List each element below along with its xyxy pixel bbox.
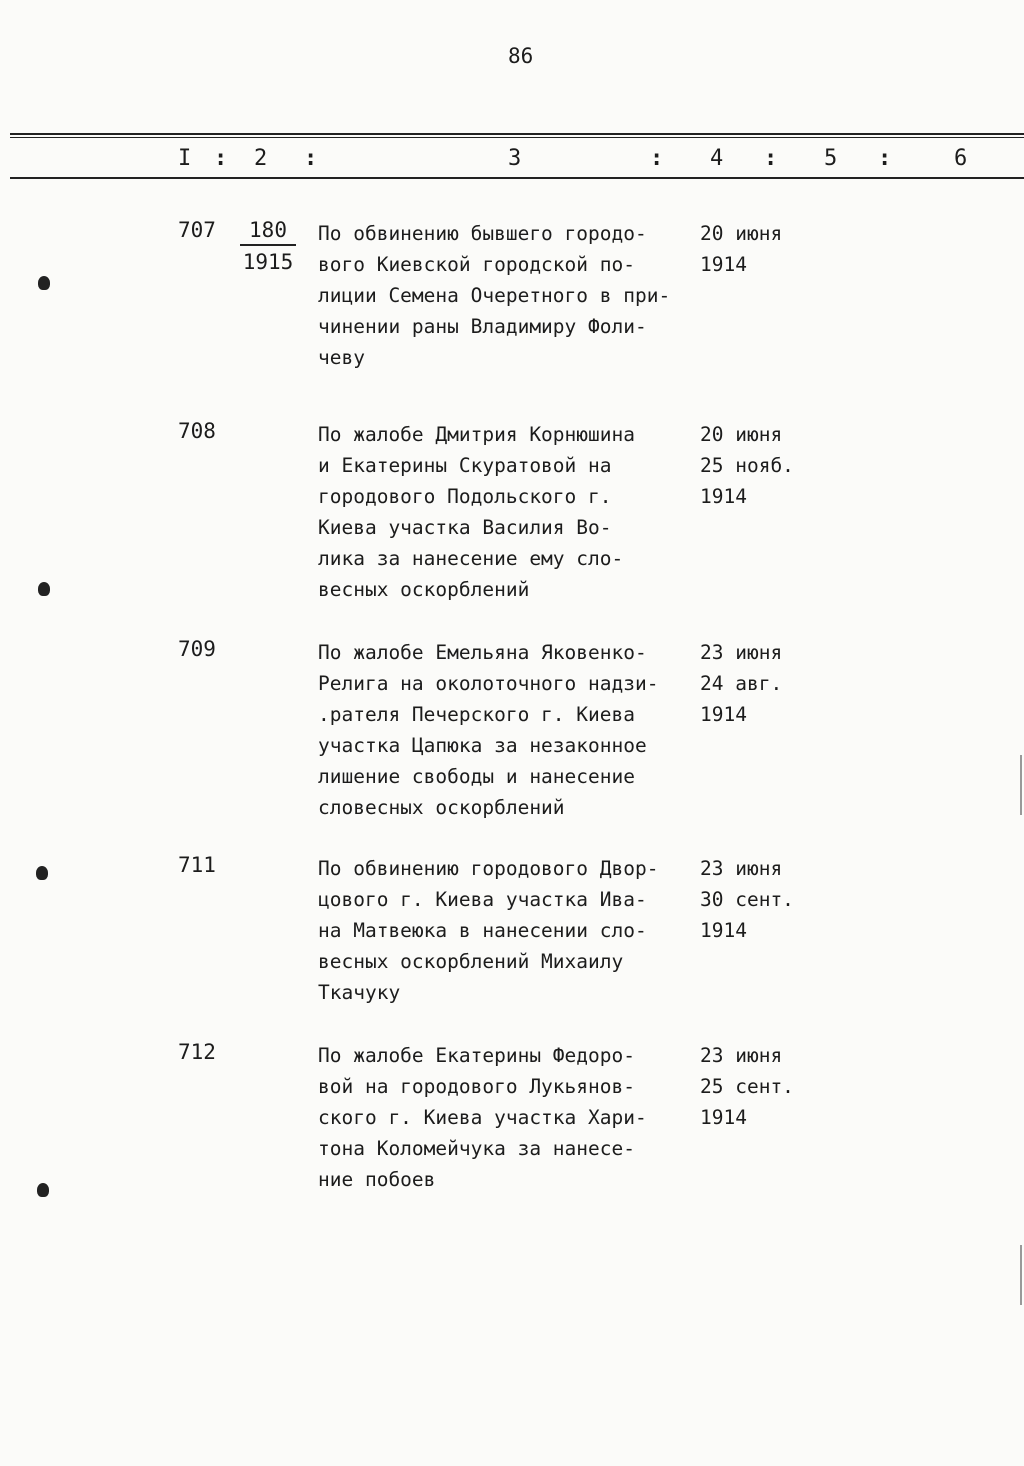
date-line: 1914	[700, 253, 747, 276]
header-rule-top-thin	[10, 137, 1024, 138]
column-separator: :	[214, 146, 228, 171]
description-line: и Екатерины Скуратовой на	[318, 454, 612, 477]
entry-description	[318, 419, 703, 605]
entry-dates	[700, 1040, 794, 1133]
description-line: лиции Семена Очеретного в при-	[318, 284, 671, 307]
date-line: 24 авг.	[700, 672, 783, 695]
date-line: 23 июня	[700, 641, 783, 664]
column-header-3: 3	[508, 146, 522, 171]
entry-number: 707	[178, 218, 216, 242]
entry-number: 709	[178, 637, 216, 661]
description-line: Релига на околоточного надзи-	[318, 672, 659, 695]
column-header-4: 4	[710, 146, 724, 171]
description-line: По жалобе Емельяна Яковенко-	[318, 641, 647, 664]
scan-artifact	[1020, 1245, 1022, 1305]
description-line: весных оскорблений Михаилу	[318, 950, 624, 973]
date-line: 1914	[700, 1106, 747, 1129]
description-line: По обвинению городового Двор-	[318, 857, 659, 880]
date-line: 25 нояб.	[700, 454, 794, 477]
description-line: на Матвеюка в нанесении сло-	[318, 919, 647, 942]
binder-hole-mark	[37, 1183, 49, 1197]
entry-dates	[700, 218, 782, 280]
entry-description	[318, 637, 703, 823]
description-line: весных оскорблений	[318, 578, 530, 601]
entry-dates	[700, 853, 794, 946]
description-line: цового г. Киева участка Ива-	[318, 888, 647, 911]
description-line: вого Киевской городской по-	[318, 253, 635, 276]
description-line: ние побоев	[318, 1168, 436, 1191]
description-line: Киева участка Василия Во-	[318, 516, 612, 539]
entry-dates	[700, 637, 782, 730]
description-line: вой на городового Лукьянов-	[318, 1075, 635, 1098]
date-line: 1914	[700, 919, 747, 942]
description-line: городового Подольского г.	[318, 485, 612, 508]
description-line: тона Коломейчука за нанесе-	[318, 1137, 635, 1160]
description-line: участка Цапюка за незаконное	[318, 734, 647, 757]
description-line: Ткачуку	[318, 981, 401, 1004]
header-rule-bottom	[10, 177, 1024, 179]
column-header-2: 2	[254, 146, 268, 171]
description-line: По жалобе Дмитрия Корнюшина	[318, 423, 635, 446]
entry-number: 711	[178, 853, 216, 877]
binder-hole-mark	[38, 276, 50, 290]
page-number: 86	[508, 44, 534, 68]
date-line: 30 сент.	[700, 888, 794, 911]
binder-hole-mark	[36, 866, 48, 880]
description-line: .рателя Печерского г. Киева	[318, 703, 635, 726]
entry-description	[318, 218, 703, 373]
fraction-denominator: 1915	[242, 250, 294, 274]
description-line: лика за нанесение ему сло-	[318, 547, 624, 570]
entry-number: 708	[178, 419, 216, 443]
entry-description	[318, 1040, 703, 1195]
description-line: чинении раны Владимиру Фоли-	[318, 315, 647, 338]
entry-number: 712	[178, 1040, 216, 1064]
column-header-row	[0, 146, 1024, 174]
column-separator: :	[878, 146, 892, 171]
date-line: 23 июня	[700, 857, 783, 880]
column-separator: :	[764, 146, 778, 171]
description-line: По обвинению бывшего городо-	[318, 222, 647, 245]
column-separator: :	[650, 146, 664, 171]
entry-dates	[700, 419, 794, 512]
description-line: ского г. Киева участка Хари-	[318, 1106, 647, 1129]
scan-artifact	[1020, 755, 1022, 815]
column-header-5: 5	[824, 146, 838, 171]
date-line: 20 июня	[700, 423, 783, 446]
fraction-numerator: 180	[240, 218, 296, 246]
date-line: 20 июня	[700, 222, 783, 245]
archive-fraction	[240, 218, 296, 274]
description-line: словесных оскорблений	[318, 796, 565, 819]
binder-hole-mark	[38, 582, 50, 596]
description-line: По жалобе Екатерины Федоро-	[318, 1044, 635, 1067]
date-line: 25 сент.	[700, 1075, 794, 1098]
column-separator: :	[304, 146, 318, 171]
header-rule-top	[10, 133, 1024, 135]
entry-description	[318, 853, 703, 1008]
column-header-1: I	[178, 146, 192, 171]
date-line: 1914	[700, 485, 747, 508]
date-line: 1914	[700, 703, 747, 726]
date-line: 23 июня	[700, 1044, 783, 1067]
description-line: лишение свободы и нанесение	[318, 765, 635, 788]
description-line: чеву	[318, 346, 365, 369]
column-header-6: 6	[954, 146, 968, 171]
